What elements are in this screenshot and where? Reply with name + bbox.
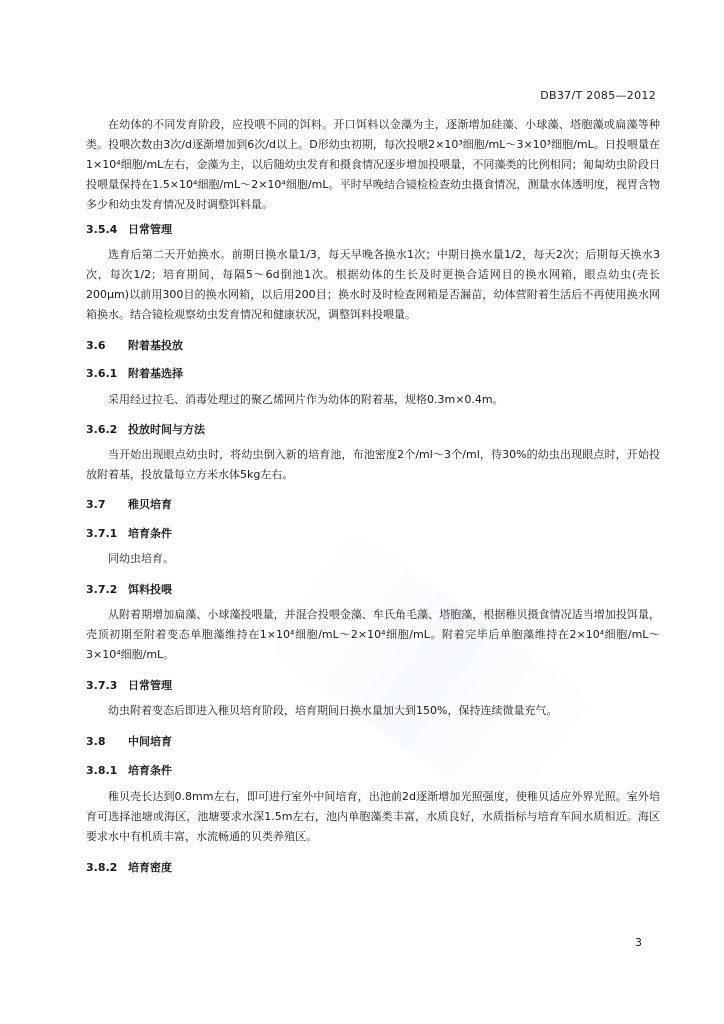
section-number: 3.8.2: [86, 861, 118, 874]
paragraph-substrate-selection: [86, 390, 660, 410]
section-number: 3.5.4: [86, 223, 118, 236]
section-heading-3-5-4: [86, 221, 660, 237]
section-heading-3-6: [86, 337, 660, 353]
paragraph-text: 从附着期增加扁藻、小球藻投喂量，并混合投喂金藻、牟氏角毛藻、塔胞藻，根据稚贝摄食情况适当增加投饵量，壳顶初期至附着变态单胞藻维持在1×10⁴细胞/mL～2×10⁴细胞/mL。附着完毕后单胞藻维持在2×10⁴细胞/mL～3×10⁴细胞/mL。: [86, 608, 660, 661]
paragraph-feeding-larvae: [86, 115, 660, 215]
section-number: 3.8: [86, 735, 106, 748]
section-number: 3.7: [86, 498, 106, 511]
paragraph-culture-conditions: [86, 549, 660, 569]
section-title: 中间培育: [128, 735, 172, 748]
paragraph-text: 采用经过拉毛、消毒处理过的聚乙烯网片作为幼体的附着基，规格0.3m×0.4m。: [108, 393, 504, 406]
section-number: 3.8.1: [86, 764, 118, 777]
page-number: 3: [635, 936, 642, 949]
section-number: 3.7.1: [86, 527, 118, 540]
section-heading-3-7-1: [86, 525, 660, 541]
paragraph-text: 幼虫附着变态后即进入稚贝培育阶段，培育期间日换水量加大到150%，保持连续微量充气。: [108, 704, 558, 717]
section-title: 附着基投放: [128, 339, 183, 352]
section-title: 投放时间与方法: [128, 423, 205, 436]
section-title: 稚贝培育: [128, 498, 172, 511]
section-title: 日常管理: [128, 223, 172, 236]
section-number: 3.6: [86, 339, 106, 352]
section-title: 培育条件: [128, 764, 172, 777]
paragraph-text: 在幼体的不同发育阶段，应投喂不同的饵料。开口饵料以金藻为主，逐渐增加硅藻、小球藻、塔胞藻或扁藻等种类。投喂次数由3次/d逐渐增加到6次/d以上。D形幼虫初期，每次投喂2×10³细胞/mL～3×10³细胞/mL。日投喂量在1×10⁴细胞/mL左右，金藻为主，以后随幼虫发育和摄食情况逐步增加投喂量，不同藻类的比例相同；匍匐幼虫阶段日投喂量保持在1.5×10⁴细胞/mL～2×10⁴细胞/mL。平时早晚结合镜检检查幼虫摄食情况，测量水体透明度，视胃含物多少和幼虫发育情况及时调整饵料量。: [86, 118, 660, 211]
paragraph-text: 当开始出现眼点幼虫时，将幼虫倒入新的培育池，布池密度2个/ml～3个/ml，待30%的幼虫出现眼点时，开始投放附着基，投放量每立方米水体5kg左右。: [86, 448, 660, 481]
paragraph-placement-method: [86, 445, 660, 485]
paragraph-intermediate-conditions: [86, 787, 660, 847]
section-heading-3-6-2: [86, 421, 660, 437]
section-heading-3-8: [86, 733, 660, 749]
section-number: 3.7.2: [86, 583, 118, 596]
paragraph-text: 选育后第二天开始换水。前期日换水量1/3，每天早晚各换水1次；中期日换水量1/2，每天2次；后期每天换水3次，每次1/2；培育期间，每隔5～6d倒池1次。根据幼体的生长及时更换合适网目的换水网箱，眼点幼虫(壳长200μm)以前用300目的换水网箱，以后用200目；换水时及时检查网箱是否漏苗，幼体营附着生活后不再使用换水网箱换水。结合镜检观察幼虫发育情况和健康状况，调整饵料投喂量。: [86, 248, 660, 321]
section-heading-3-7: [86, 496, 660, 512]
section-number: 3.7.3: [86, 679, 118, 692]
section-number: 3.6.1: [86, 367, 118, 380]
section-title: 附着基选择: [128, 367, 183, 380]
section-title: 饵料投喂: [128, 583, 172, 596]
section-title: 培育密度: [128, 861, 172, 874]
section-heading-3-7-3: [86, 677, 660, 693]
document-code: DB37/T 2085—2012: [540, 89, 656, 102]
paragraph-bait-feeding: [86, 605, 660, 665]
paragraph-text: 同幼虫培育。: [108, 552, 174, 565]
section-title: 日常管理: [128, 679, 172, 692]
paragraph-text: 稚贝壳长达到0.8mm左右，即可进行室外中间培育，出池前2d逐渐增加光照强度，使稚贝适应外界光照。室外培育可选择池塘或海区，池塘要求水深1.5m左右，池内单胞藻类丰富，水质良好，水质指标与培育车间水质相近。海区要求水中有机质丰富，水流畅通的贝类养殖区。: [86, 790, 660, 843]
section-number: 3.6.2: [86, 423, 118, 436]
paragraph-daily-management: [86, 245, 660, 325]
section-heading-3-7-2: [86, 581, 660, 597]
section-title: 培育条件: [128, 527, 172, 540]
paragraph-spat-management: [86, 701, 660, 721]
section-heading-3-8-1: [86, 762, 660, 778]
section-heading-3-8-2: [86, 859, 660, 875]
section-heading-3-6-1: [86, 365, 660, 381]
